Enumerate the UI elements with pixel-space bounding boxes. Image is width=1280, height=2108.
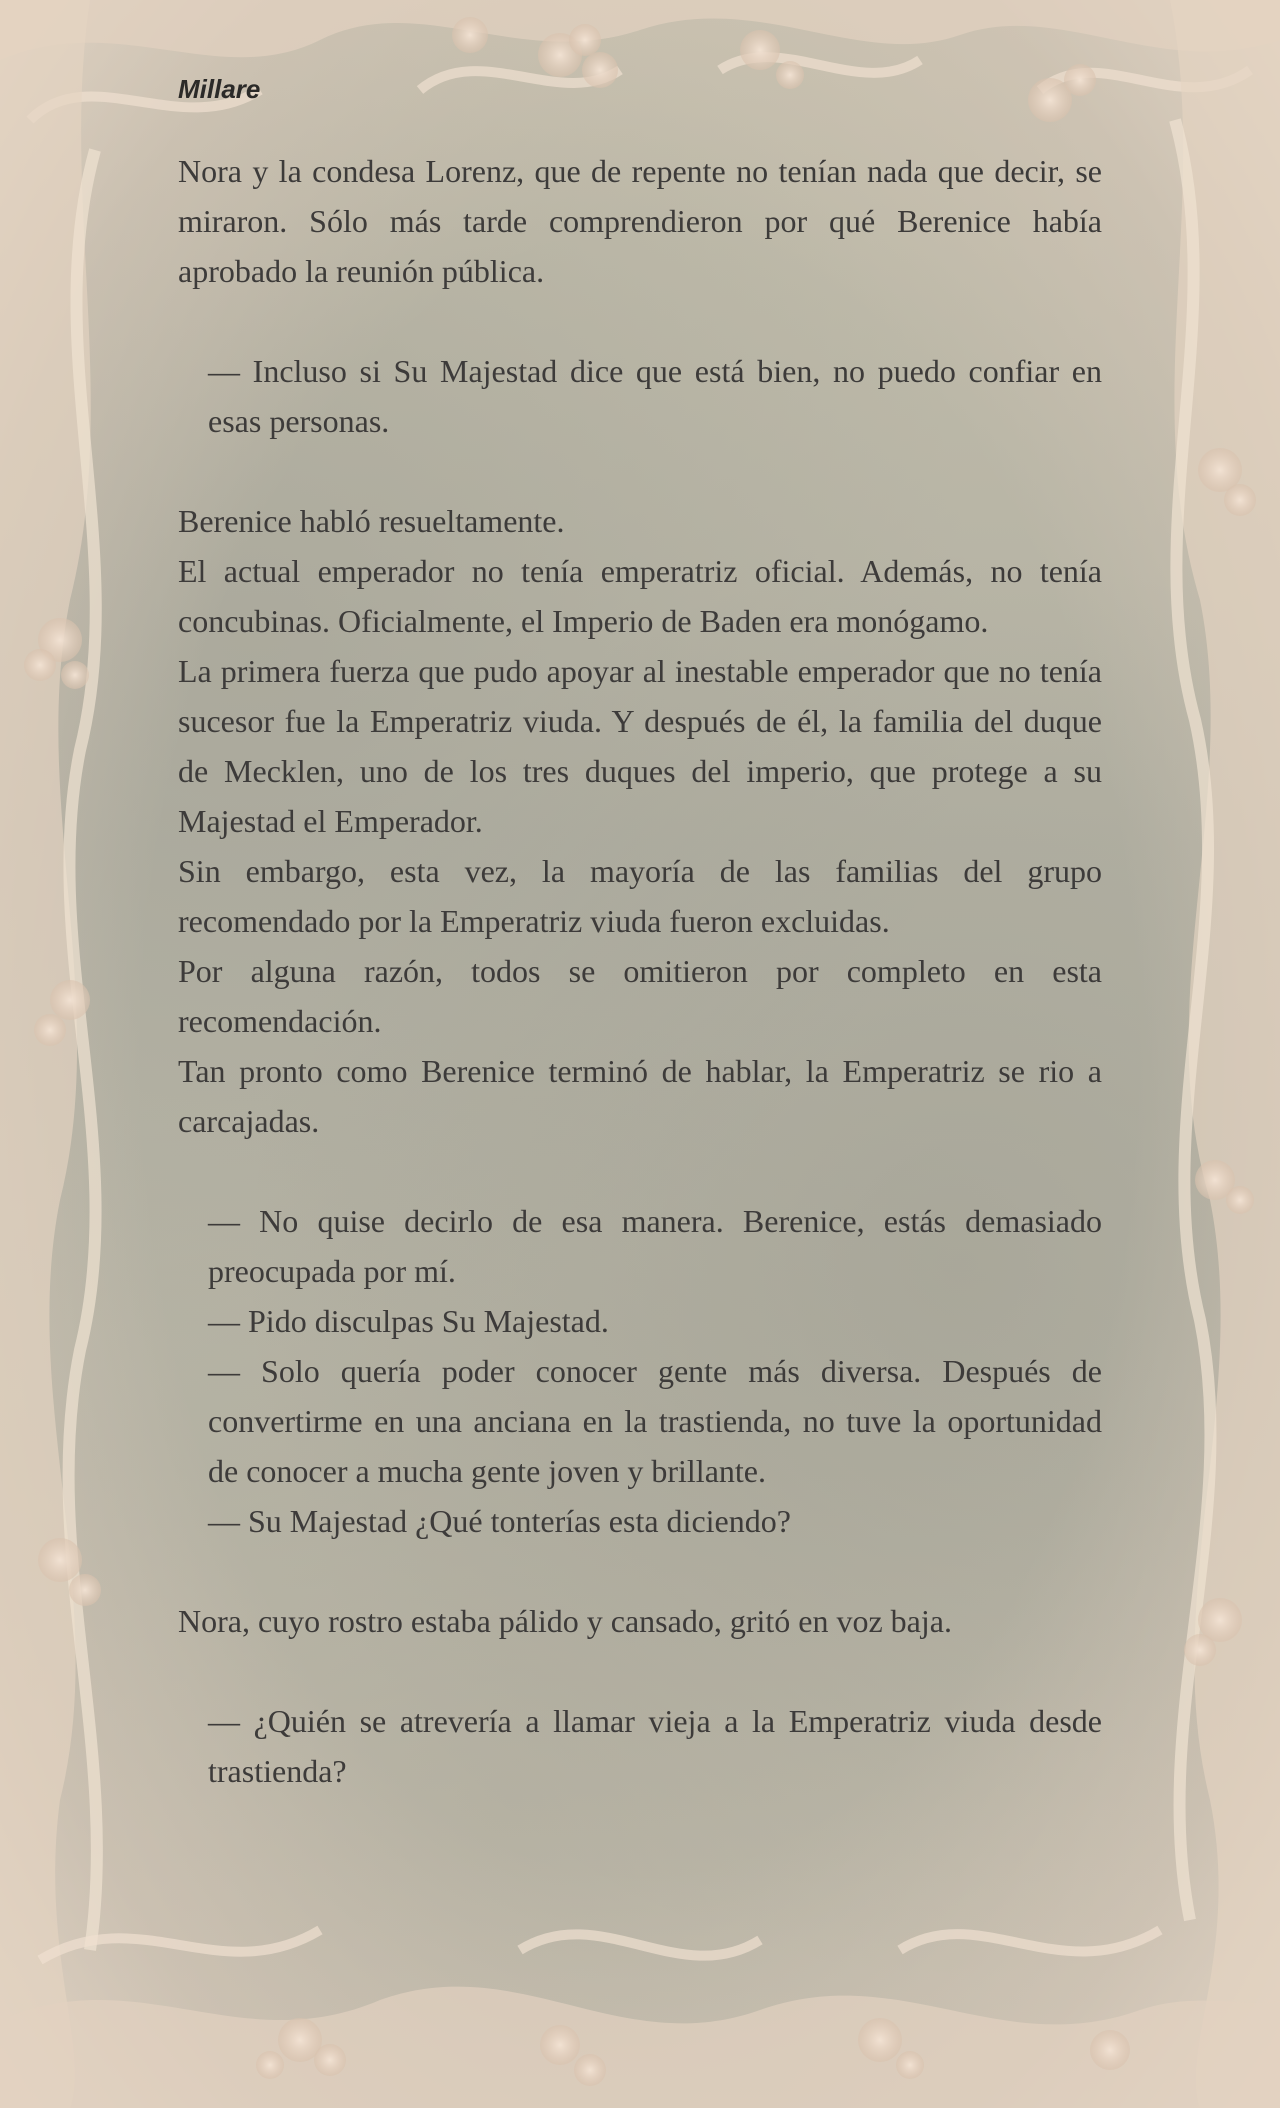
paragraph: Tan pronto como Berenice terminó de hablar, la Emperatriz se rio a carcajadas. bbox=[178, 1053, 1102, 1139]
paragraph-spacer bbox=[178, 1646, 1102, 1696]
dialogue-line: — ¿Quién se atrevería a llamar vieja a la Emperatriz viuda desde trastienda? bbox=[208, 1703, 1102, 1789]
paragraph: La primera fuerza que pudo apoyar al inestable emperador que no tenía sucesor fue la Emperatriz viuda. Y después de él, la familia del duque de Mecklen, uno de los tres duques del imperio, que protege a su Majestad el Emperador. bbox=[178, 653, 1102, 839]
paragraph-spacer bbox=[178, 446, 1102, 496]
paragraph-spacer bbox=[178, 1546, 1102, 1596]
dialogue-line: — Pido disculpas Su Majestad. bbox=[208, 1303, 609, 1339]
dialogue-line: — Su Majestad ¿Qué tonterías esta diciendo? bbox=[208, 1503, 791, 1539]
paragraph: Nora y la condesa Lorenz, que de repente no tenían nada que decir, se miraron. Sólo más tarde comprendieron por qué Berenice había aprobado la reunión pública. bbox=[178, 153, 1102, 289]
paragraph-spacer bbox=[178, 1146, 1102, 1196]
page-header-title: Millare bbox=[178, 74, 261, 104]
paragraph: El actual emperador no tenía emperatriz oficial. Además, no tenía concubinas. Oficialmente, el Imperio de Baden era monógamo. bbox=[178, 553, 1102, 639]
dialogue-line: — Solo quería poder conocer gente más diversa. Después de convertirme en una anciana en la trastienda, no tuve la oportunidad de conocer a mucha gente joven y brillante. bbox=[208, 1353, 1102, 1489]
dialogue-line: — Incluso si Su Majestad dice que está bien, no puedo confiar en esas personas. bbox=[208, 353, 1102, 439]
paragraph: Sin embargo, esta vez, la mayoría de las familias del grupo recomendado por la Emperatriz viuda fueron excluidas. bbox=[178, 853, 1102, 939]
body-text bbox=[178, 146, 1102, 1796]
dialogue-line: — No quise decirlo de esa manera. Berenice, estás demasiado preocupada por mí. bbox=[208, 1203, 1102, 1289]
paragraph: Por alguna razón, todos se omitieron por completo en esta recomendación. bbox=[178, 953, 1102, 1039]
paragraph: Nora, cuyo rostro estaba pálido y cansado, gritó en voz baja. bbox=[178, 1603, 952, 1639]
paragraph-spacer bbox=[178, 296, 1102, 346]
paragraph: Berenice habló resueltamente. bbox=[178, 503, 565, 539]
